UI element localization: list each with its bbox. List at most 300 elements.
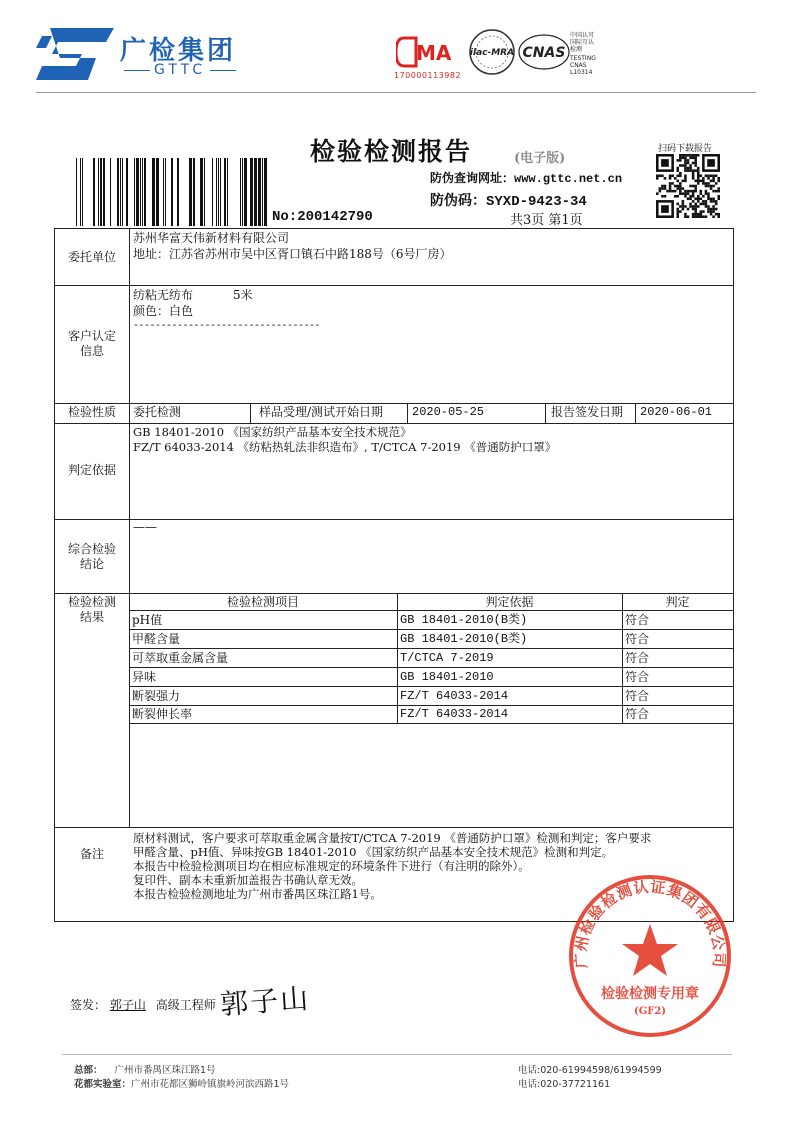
- qr-module: [694, 190, 697, 193]
- qr-module: [679, 185, 682, 188]
- qr-module: [694, 187, 697, 190]
- qr-module: [717, 195, 720, 198]
- qr-module: [710, 174, 713, 177]
- qr-module: [669, 187, 672, 190]
- result-value: 符合: [625, 651, 650, 665]
- qr-module: [664, 187, 667, 190]
- qr-module: [679, 154, 682, 157]
- barcode-bar: [122, 158, 123, 226]
- qr-module: [676, 210, 679, 213]
- qr-module: [689, 185, 692, 188]
- remark-line: 复印件、副本未重新加盖报告书确认章无效。: [133, 873, 363, 887]
- qr-module: [697, 180, 700, 183]
- barcode-bar: [193, 158, 195, 226]
- remarks-label: 备注: [79, 847, 104, 861]
- qr-module: [671, 190, 674, 193]
- qr-module: [684, 195, 687, 198]
- footer-hq-phone: 电话:020-61994598/61994599: [518, 1065, 662, 1076]
- qr-module: [697, 195, 700, 198]
- qr-module: [676, 215, 679, 218]
- signature-label: 签发：: [70, 998, 107, 1012]
- barcode-bar: [117, 158, 119, 226]
- barcode-bar: [216, 158, 217, 226]
- verify-site-url[interactable]: www.gttc.net.cn: [514, 172, 623, 186]
- qr-module: [689, 157, 692, 160]
- qr-module: [697, 198, 700, 201]
- qr-module: [661, 195, 664, 198]
- qr-module: [705, 174, 708, 177]
- receive-date-label: 样品受理/测试开始日期: [259, 405, 384, 419]
- cnas-no: CNAS L10314: [570, 62, 593, 76]
- barcode-bar: [165, 158, 166, 226]
- qr-module: [694, 180, 697, 183]
- qr-module: [656, 174, 659, 177]
- qr-module: [712, 215, 715, 218]
- client-name: 苏州华富天伟新材料有限公司: [133, 231, 290, 245]
- qr-module: [684, 177, 687, 180]
- qr-module: [679, 205, 682, 208]
- qr-module: [689, 203, 692, 206]
- qr-module: [664, 195, 667, 198]
- qr-module: [692, 208, 695, 211]
- qr-module: [707, 205, 710, 208]
- qr-finder-core: [661, 159, 669, 167]
- qr-module: [676, 203, 679, 206]
- qr-module: [717, 213, 720, 216]
- footer-lab-label: 花都实验室：: [74, 1079, 132, 1090]
- qr-module: [707, 195, 710, 198]
- qr-module: [702, 182, 705, 185]
- verify-site-label: 防伪查询网址：: [430, 171, 515, 185]
- qr-module: [697, 167, 700, 170]
- barcode-bar: [136, 158, 139, 226]
- qr-module: [661, 185, 664, 188]
- barcode-bar: [93, 158, 95, 226]
- qr-module: [700, 174, 703, 177]
- qr-module: [707, 174, 710, 177]
- signature-line: [70, 996, 216, 1013]
- qr-module: [697, 154, 700, 157]
- qr-module: [700, 215, 703, 218]
- qr-label: 扫码下载报告: [658, 144, 713, 154]
- qr-module: [682, 205, 685, 208]
- qr-module: [684, 205, 687, 208]
- qr-module: [674, 177, 677, 180]
- qr-module: [707, 208, 710, 211]
- qr-module: [684, 180, 687, 183]
- qr-finder-core: [661, 205, 669, 213]
- seal-center-text: 检验检测专用章: [601, 986, 699, 1002]
- qr-module: [684, 157, 687, 160]
- qr-module: [684, 215, 687, 218]
- remark-line: 原材料测试，客户要求可萃取重金属含量按T/CTCA 7-2019 《普通防护口罩》检测和判定；客户要求: [133, 831, 652, 845]
- qr-module: [697, 169, 700, 172]
- sample-name: 纺粘无纺布: [133, 288, 194, 302]
- qr-module: [659, 187, 662, 190]
- qr-module: [669, 190, 672, 193]
- qr-module: [674, 185, 677, 188]
- issue-date-label: 报告签发日期: [551, 405, 624, 419]
- qr-module: [710, 198, 713, 201]
- qr-module: [705, 215, 708, 218]
- qr-module: [684, 213, 687, 216]
- result-item: pH值: [132, 613, 163, 627]
- qr-module: [694, 185, 697, 188]
- qr-module: [710, 180, 713, 183]
- qr-module: [682, 180, 685, 183]
- footer-lab-phone: 电话:020-37721161: [518, 1079, 611, 1090]
- qr-module: [684, 190, 687, 193]
- qr-module: [689, 190, 692, 193]
- qr-module: [692, 213, 695, 216]
- qr-module: [705, 205, 708, 208]
- result-value: 符合: [625, 670, 650, 684]
- barcode-bar: [80, 158, 81, 226]
- barcode-bar: [98, 158, 99, 226]
- qr-module: [676, 174, 679, 177]
- qr-module: [664, 185, 667, 188]
- footer-hq-address: 广州市番禺区珠江路1号: [114, 1065, 216, 1076]
- barcode-bar: [240, 158, 241, 226]
- handwritten-signature: 郭子山: [219, 981, 312, 1022]
- result-item: 甲醛含量: [132, 632, 181, 646]
- qr-module: [687, 198, 690, 201]
- header-rule: [36, 92, 756, 93]
- qr-module: [700, 210, 703, 213]
- sample-line2: 颜色：白色: [133, 304, 194, 318]
- qr-module: [702, 180, 705, 183]
- verify-code: [430, 190, 587, 210]
- barcode-bar: [218, 158, 219, 226]
- qr-module: [715, 190, 718, 193]
- conclusion-value: ——: [133, 520, 157, 534]
- barcode-bar: [144, 158, 146, 226]
- barcode-bar: [100, 158, 102, 226]
- barcode-bar: [244, 158, 247, 226]
- qr-module: [679, 190, 682, 193]
- qr-module: [712, 185, 715, 188]
- qr-module: [679, 164, 682, 167]
- qr-module: [687, 159, 690, 162]
- results-label-line2: 结果: [79, 610, 104, 624]
- qr-module: [679, 174, 682, 177]
- qr-module: [684, 174, 687, 177]
- qr-module: [717, 190, 720, 193]
- conclusion-label-line1: 综合检验: [67, 542, 116, 556]
- basis-label: 判定依据: [67, 463, 116, 477]
- qr-module: [697, 200, 700, 203]
- barcode-bar: [103, 158, 105, 226]
- qr-module: [705, 200, 708, 203]
- qr-module: [697, 215, 700, 218]
- barcode-bar: [76, 158, 77, 226]
- qr-module: [692, 157, 695, 160]
- qr-module: [689, 198, 692, 201]
- qr-module: [687, 167, 690, 170]
- qr-module: [707, 192, 710, 195]
- qr-module: [676, 187, 679, 190]
- result-value: 符合: [625, 613, 650, 627]
- qr-module: [674, 190, 677, 193]
- report-table: [54, 228, 734, 922]
- barcode-bar: [120, 158, 121, 226]
- barcode-bar: [110, 158, 111, 226]
- cnas-cn2: 国际互认: [570, 39, 595, 46]
- sample-label: [55, 329, 129, 359]
- qr-module: [707, 182, 710, 185]
- sample-separator: ----------------------------------: [133, 321, 321, 332]
- qr-module: [712, 180, 715, 183]
- barcode-bar: [171, 158, 173, 226]
- result-value: 符合: [625, 632, 650, 646]
- qr-module: [676, 208, 679, 211]
- qr-module: [694, 164, 697, 167]
- barcode-bar: [152, 158, 155, 226]
- result-item: 断裂强力: [132, 689, 181, 703]
- barcode-bar: [224, 158, 226, 226]
- signer-name: 郭子山: [109, 998, 146, 1012]
- barcode-bar: [140, 158, 141, 226]
- qr-module: [694, 215, 697, 218]
- company-logo: [36, 28, 114, 80]
- qr-module: [710, 185, 713, 188]
- qr-module: [700, 190, 703, 193]
- result-value: 符合: [625, 707, 650, 721]
- ilac-label: ilac-MRA: [469, 48, 515, 58]
- qr-module: [687, 154, 690, 157]
- qr-module: [715, 208, 718, 211]
- qr-module: [689, 169, 692, 172]
- result-item: 异味: [132, 670, 157, 684]
- qr-module: [710, 200, 713, 203]
- sample-line1: [133, 288, 253, 303]
- conclusion-label: [55, 542, 129, 572]
- qr-module: [692, 190, 695, 193]
- qr-module: [712, 198, 715, 201]
- qr-code[interactable]: [656, 154, 720, 218]
- qr-module: [705, 190, 708, 193]
- qr-module: [692, 169, 695, 172]
- qr-module: [700, 180, 703, 183]
- barcode-bar: [242, 158, 243, 226]
- qr-module: [702, 210, 705, 213]
- qr-module: [689, 195, 692, 198]
- barcode-bar: [163, 158, 164, 226]
- qr-module: [682, 164, 685, 167]
- qr-module: [684, 154, 687, 157]
- report-edition: (电子版): [514, 151, 566, 166]
- results-label-line1: 检验检测: [67, 595, 116, 609]
- qr-module: [687, 215, 690, 218]
- qr-module: [702, 203, 705, 206]
- qr-module: [682, 203, 685, 206]
- barcode-bar: [82, 158, 83, 226]
- barcode-bar: [200, 158, 203, 226]
- qr-module: [697, 182, 700, 185]
- qr-module: [687, 192, 690, 195]
- qr-module: [684, 159, 687, 162]
- qr-module: [697, 172, 700, 175]
- qr-module: [679, 172, 682, 175]
- barcode-bar: [189, 158, 192, 226]
- footer-rule: [62, 1054, 732, 1055]
- barcode-bar: [156, 158, 159, 226]
- qr-module: [682, 200, 685, 203]
- footer-hq-label: 总部：: [74, 1065, 103, 1076]
- qr-module: [712, 177, 715, 180]
- qr-module: [694, 213, 697, 216]
- cnas-logo: [518, 32, 570, 72]
- barcode-bar: [264, 158, 267, 226]
- qr-module: [694, 169, 697, 172]
- qr-module: [679, 159, 682, 162]
- qr-module: [687, 208, 690, 211]
- qr-module: [669, 185, 672, 188]
- qr-module: [661, 187, 664, 190]
- qr-module: [712, 210, 715, 213]
- barcode-bar: [204, 158, 205, 226]
- cma-label: MA: [416, 41, 452, 65]
- qr-module: [661, 174, 664, 177]
- barcode-bar: [254, 158, 257, 226]
- qr-module: [656, 192, 659, 195]
- sample-size: 5米: [233, 288, 253, 302]
- qr-module: [682, 157, 685, 160]
- cma-number: 170000113982: [394, 71, 462, 80]
- company-abbr: GTTC: [120, 62, 240, 78]
- seal-code: (GF2): [633, 1006, 667, 1017]
- footer-lab-address: 广州市花都区狮岭镇旗岭河滨西路1号: [131, 1079, 290, 1090]
- page-count: 共3页 第1页: [510, 213, 583, 228]
- seal-ring-text: 广州检验检测认证集团有限公司: [571, 877, 729, 969]
- qr-module: [679, 182, 682, 185]
- barcode-bar: [212, 158, 213, 226]
- basis-line1: GB 18401-2010 《国家纺织产品基本安全技术规范》: [133, 425, 412, 439]
- receive-date-value: 2020-05-25: [412, 405, 485, 419]
- qr-module: [669, 182, 672, 185]
- qr-module: [705, 185, 708, 188]
- barcode-bar: [220, 158, 221, 226]
- qr-module: [700, 203, 703, 206]
- qr-module: [684, 169, 687, 172]
- qr-module: [717, 198, 720, 201]
- qr-finder-core: [707, 159, 715, 167]
- qr-module: [697, 205, 700, 208]
- client-address: 地址：江苏省苏州市吴中区胥口镇石中路188号（6号厂房）: [133, 247, 452, 261]
- qr-module: [705, 182, 708, 185]
- qr-module: [664, 177, 667, 180]
- qr-module: [692, 192, 695, 195]
- result-basis: T/CTCA 7-2019: [400, 651, 494, 665]
- qr-module: [694, 159, 697, 162]
- footer-hq: [74, 1062, 216, 1076]
- qr-module: [684, 167, 687, 170]
- result-item: 可萃取重金属含量: [132, 651, 229, 665]
- footer-lab: [74, 1076, 289, 1090]
- qr-module: [694, 205, 697, 208]
- official-seal: [568, 874, 732, 1038]
- qr-module: [687, 169, 690, 172]
- qr-module: [679, 187, 682, 190]
- qr-module: [702, 177, 705, 180]
- qr-module: [676, 167, 679, 170]
- remark-line: 甲醛含量、pH值、异味按GB 18401-2010 《国家纺织产品基本安全技术规范》检测和判定。: [133, 845, 614, 859]
- qr-module: [687, 190, 690, 193]
- qr-module: [659, 174, 662, 177]
- barcode-bar: [126, 158, 128, 226]
- qr-module: [715, 213, 718, 216]
- remark-line: 本报告中检验检测项目均在相应标准规定的环境条件下进行（有注明的除外）。: [133, 859, 530, 873]
- qr-module: [689, 167, 692, 170]
- barcode-bar: [250, 158, 253, 226]
- cnas-caption: [570, 32, 610, 76]
- qr-module: [712, 208, 715, 211]
- qr-module: [712, 174, 715, 177]
- results-header-item: 检验检测项目: [226, 595, 299, 609]
- result-basis: GB 18401-2010: [400, 670, 494, 684]
- qr-module: [707, 198, 710, 201]
- qr-module: [705, 192, 708, 195]
- qr-module: [692, 172, 695, 175]
- qr-module: [689, 164, 692, 167]
- qr-module: [710, 210, 713, 213]
- result-item: 断裂伸长率: [132, 707, 193, 721]
- qr-module: [676, 169, 679, 172]
- qr-module: [679, 210, 682, 213]
- qr-module: [679, 157, 682, 160]
- qr-module: [710, 208, 713, 211]
- qr-module: [682, 192, 685, 195]
- client-label: 委托单位: [67, 250, 116, 264]
- cma-logo: [396, 34, 452, 70]
- qr-module: [707, 185, 710, 188]
- qr-module: [700, 198, 703, 201]
- qr-module: [715, 182, 718, 185]
- barcode-bar: [227, 158, 228, 226]
- sample-label-line2: 信息: [79, 344, 104, 358]
- result-basis: FZ/T 64033-2014: [400, 689, 509, 703]
- inspection-type-label: 检验性质: [67, 405, 116, 419]
- cnas-cn: 中国认可: [570, 32, 595, 39]
- qr-module: [669, 174, 672, 177]
- qr-module: [702, 215, 705, 218]
- qr-module: [712, 200, 715, 203]
- qr-module: [684, 192, 687, 195]
- qr-module: [684, 164, 687, 167]
- signer-title: 高级工程师: [155, 998, 216, 1012]
- qr-module: [717, 180, 720, 183]
- barcode: [74, 158, 270, 226]
- barcode-bar: [177, 158, 179, 226]
- qr-module: [694, 208, 697, 211]
- qr-module: [687, 162, 690, 165]
- issue-date-value: 2020-06-01: [640, 405, 713, 419]
- qr-module: [689, 205, 692, 208]
- qr-module: [656, 177, 659, 180]
- qr-module: [684, 162, 687, 165]
- qr-module: [692, 185, 695, 188]
- verify-code-label: 防伪码：: [430, 193, 486, 209]
- company-name: 广检集团: [120, 36, 237, 66]
- result-value: 符合: [625, 689, 650, 703]
- qr-module: [676, 195, 679, 198]
- qr-module: [671, 174, 674, 177]
- qr-module: [669, 177, 672, 180]
- qr-module: [692, 174, 695, 177]
- qr-module: [694, 210, 697, 213]
- qr-module: [694, 157, 697, 160]
- barcode-bar: [142, 158, 143, 226]
